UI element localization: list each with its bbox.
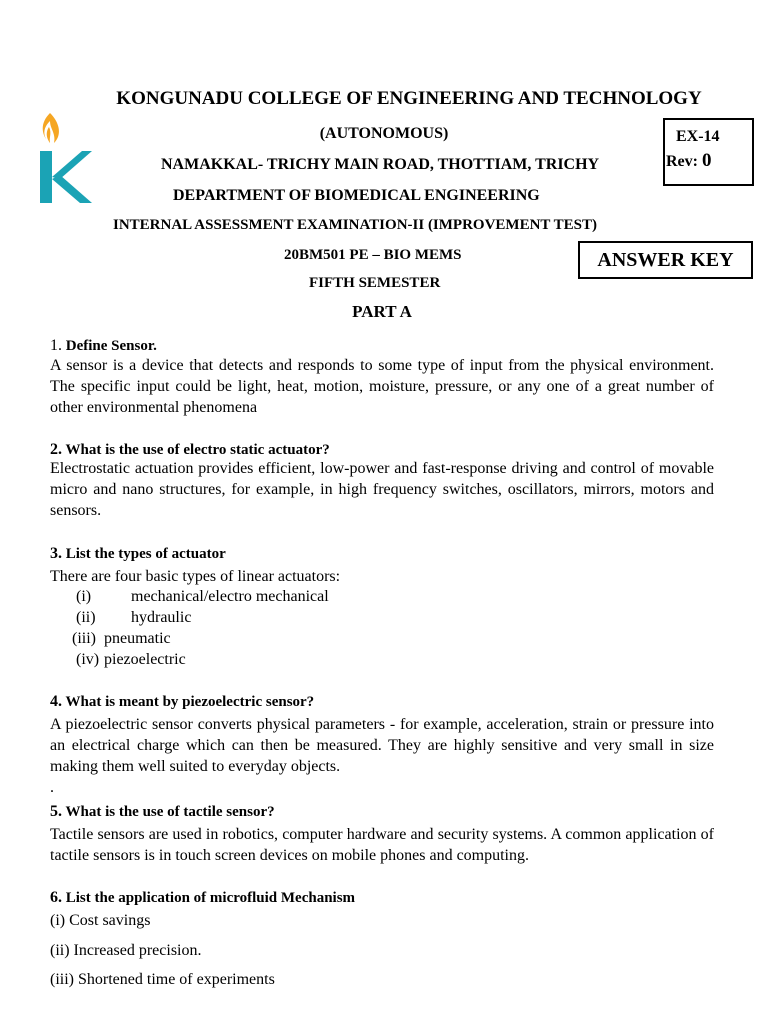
college-address: NAMAKKAL- TRICHY MAIN ROAD, THOTTIAM, TRICHY — [161, 156, 600, 173]
question-4-title — [50, 691, 714, 713]
question-5-title — [50, 801, 714, 823]
answer-3-intro: There are four basic types of linear actuators: — [50, 568, 341, 585]
answer-5: Tactile sensors are used in robotics, computer hardware and security systems. A common application of tactile sensors is in touch screen devices on mobile phones and computing. — [50, 826, 714, 864]
part-heading: PART A — [352, 302, 412, 321]
list-text: pneumatic — [104, 630, 171, 647]
question-6-title — [50, 887, 714, 909]
department-name: DEPARTMENT OF BIOMEDICAL ENGINEERING — [173, 187, 540, 204]
revision — [666, 150, 711, 172]
question-number: 5. — [50, 803, 62, 820]
answer-key-badge: ANSWER KEY — [578, 241, 753, 279]
revision-value: 0 — [701, 150, 712, 171]
answer-1: A sensor is a device that detects and responds to some type of input from the physical environment. The specific input could be light, heat, motion, moisture, pressure, or any one of a great number of other environmental phenomena — [50, 357, 714, 416]
question-number: 3. — [50, 545, 62, 562]
college-name: KONGUNADU COLLEGE OF ENGINEERING AND TECHNOLOGY — [116, 88, 702, 109]
course-code: 20BM501 PE – BIO MEMS — [284, 247, 462, 263]
question-number: 1. — [50, 337, 62, 354]
trailing-dot: . — [50, 779, 54, 796]
list-item — [50, 649, 714, 670]
revision-label: Rev: — [666, 153, 698, 170]
question-number: 4. — [50, 693, 62, 710]
list-item: (ii) Increased precision. — [50, 942, 202, 959]
list-text: piezoelectric — [104, 651, 186, 668]
question-text: List the application of microfluid Mechanism — [65, 890, 356, 906]
semester: FIFTH SEMESTER — [309, 275, 441, 291]
question-number: 6. — [50, 889, 62, 906]
list-text: mechanical/electro mechanical — [131, 588, 329, 605]
list-marker: (iii) — [72, 630, 96, 647]
list-item: (i) Cost savings — [50, 912, 151, 929]
list-item — [50, 586, 714, 607]
question-text: What is the use of tactile sensor? — [65, 804, 275, 820]
list-marker: (iv) — [76, 651, 100, 668]
list-item — [50, 607, 714, 628]
question-text: List the types of actuator — [65, 546, 226, 562]
list-marker: (ii) — [76, 609, 96, 626]
list-item — [50, 628, 714, 649]
question-text: Define Sensor. — [65, 338, 157, 354]
document-code: EX-14 — [676, 128, 720, 145]
question-1-title — [50, 335, 714, 357]
question-3-title — [50, 543, 714, 565]
list-marker: (i) — [76, 588, 92, 605]
question-number: 2. — [50, 441, 62, 458]
document-code-box — [663, 118, 754, 186]
question-text: What is the use of electro static actuator? — [65, 442, 330, 458]
list-text: hydraulic — [131, 609, 192, 626]
exam-title: INTERNAL ASSESSMENT EXAMINATION-II (IMPROVEMENT TEST) — [113, 217, 597, 233]
question-text: What is meant by piezoelectric sensor? — [65, 694, 315, 710]
list-item: (iii) Shortened time of experiments — [50, 971, 275, 988]
autonomous-label: (AUTONOMOUS) — [319, 125, 449, 142]
answer-4: A piezoelectric sensor converts physical parameters - for example, acceleration, strain or pressure into an electrical charge which can then be measured. They are highly sensitive and very small in size making them well suited to everyday objects. — [50, 716, 714, 775]
answer-2: Electrostatic actuation provides efficient, low-power and fast-response driving and control of movable micro and nano structures, for example, in high frequency switches, oscillators, mirrors, motors and sensors. — [50, 460, 714, 519]
